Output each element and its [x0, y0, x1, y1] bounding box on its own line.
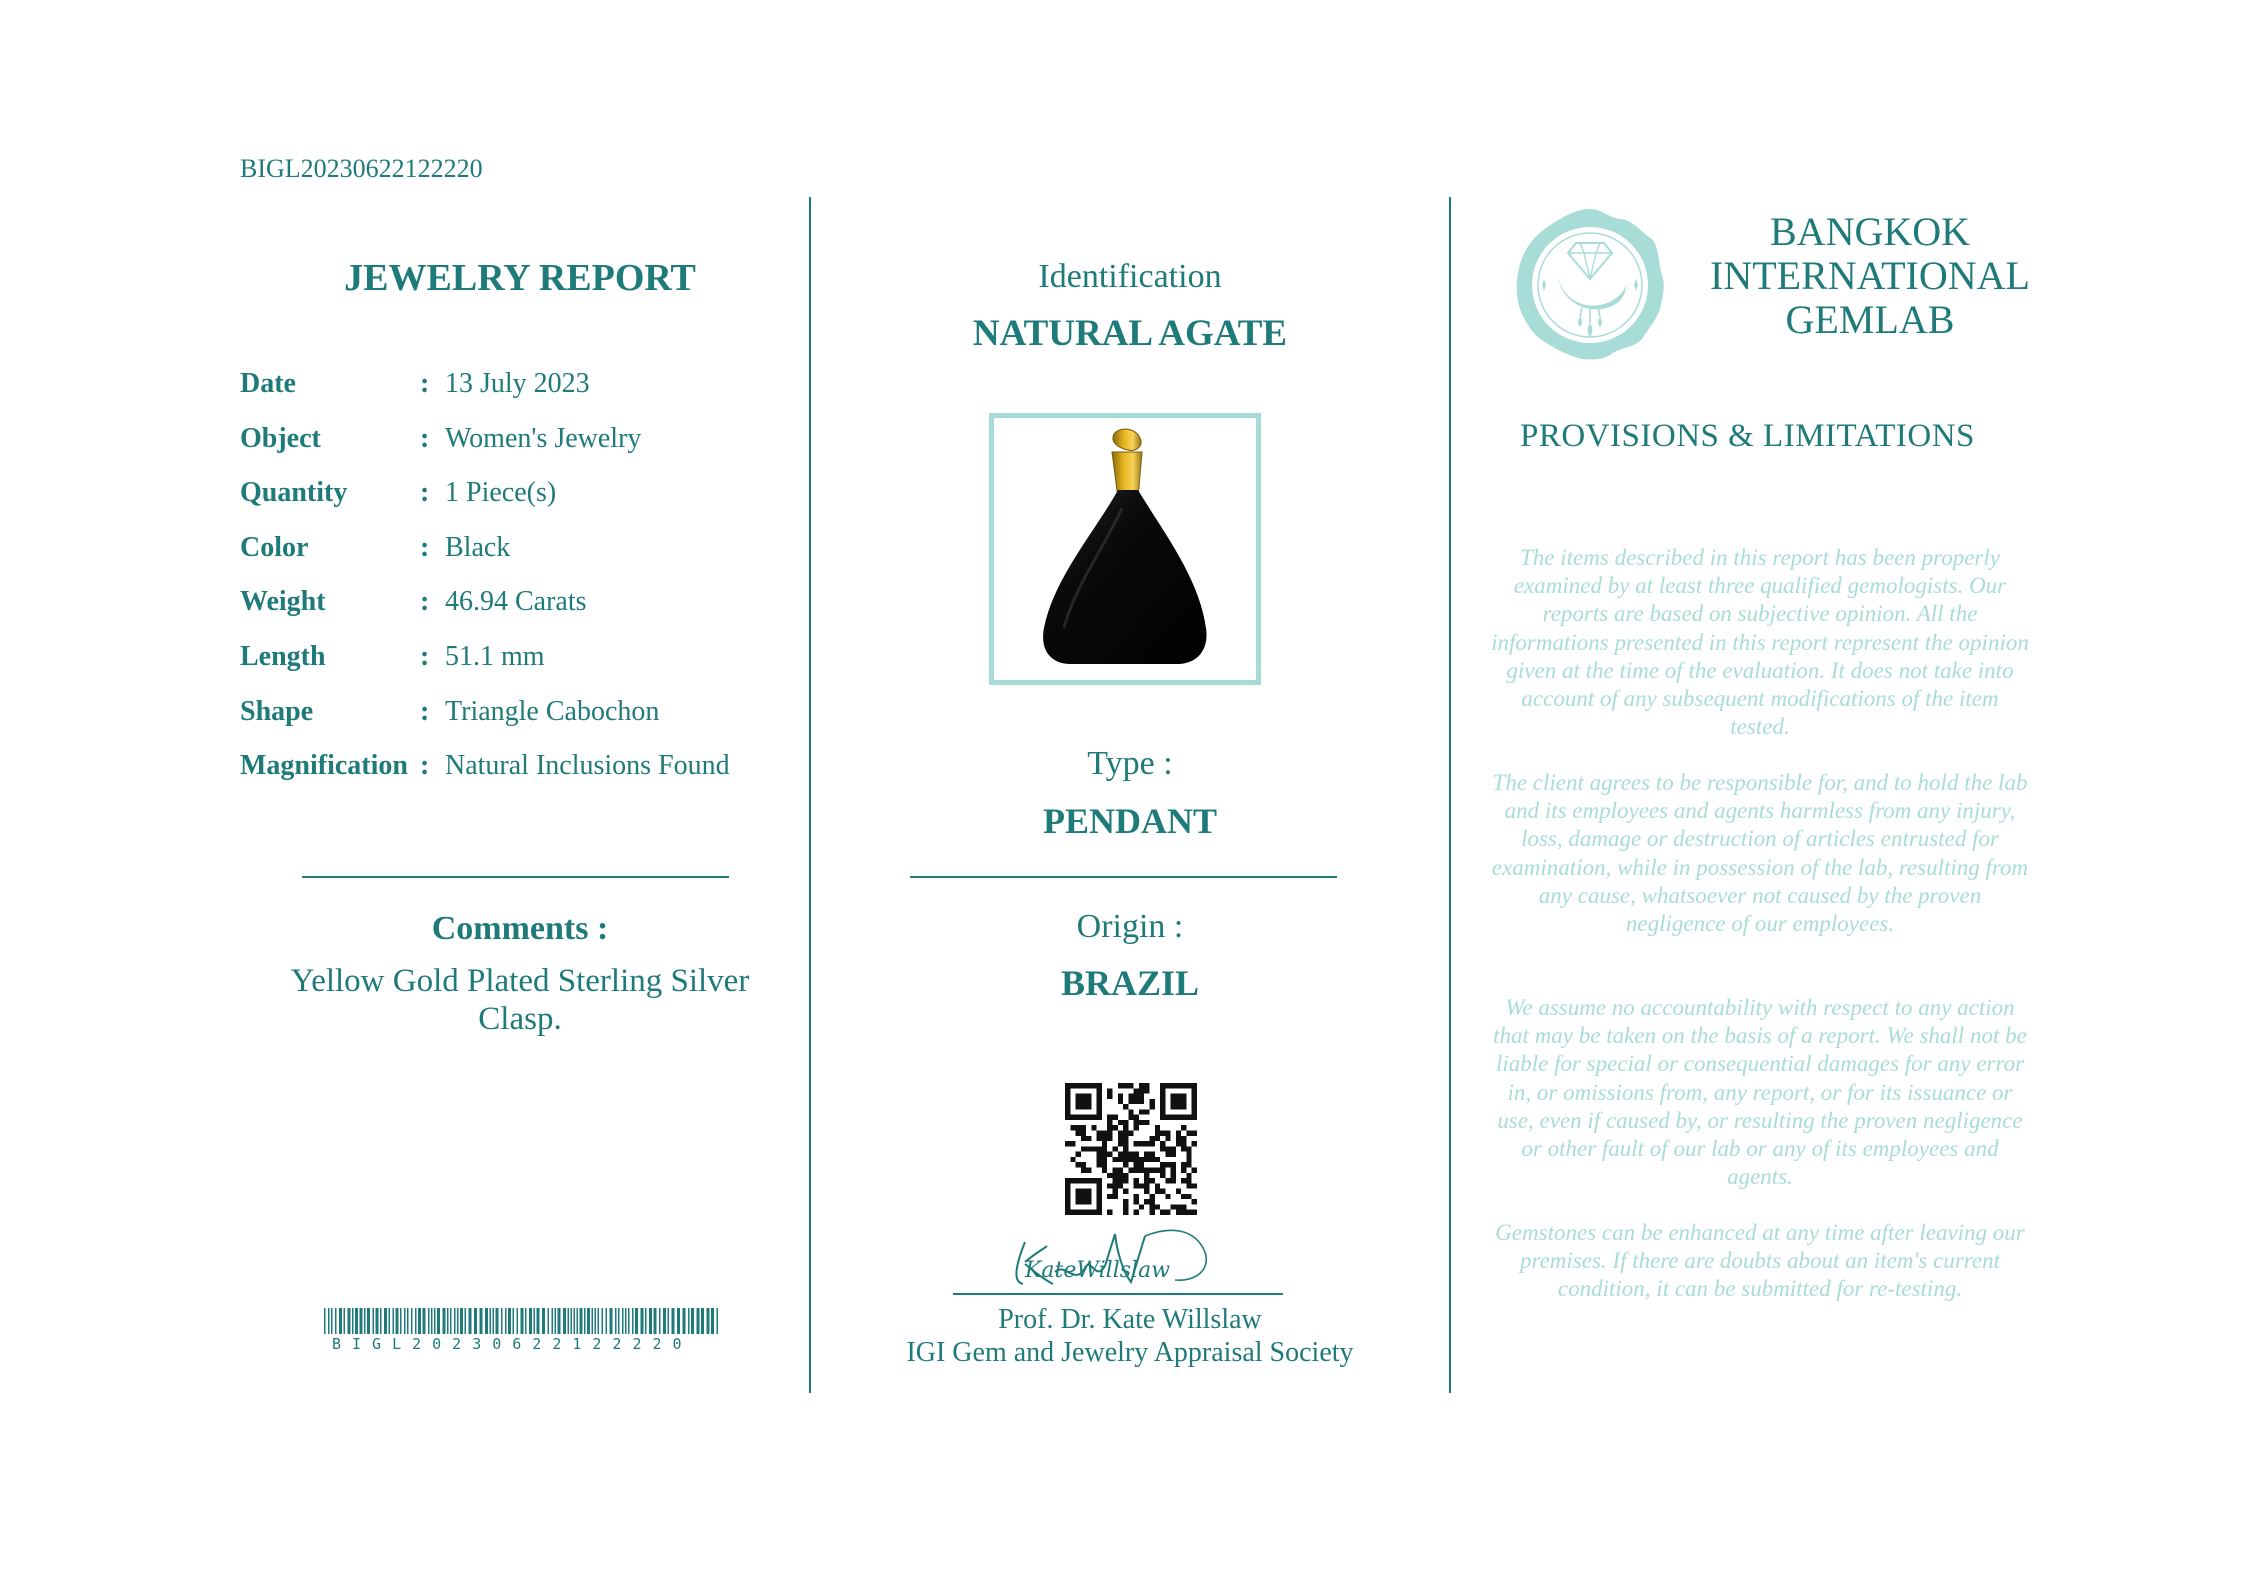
provisions-paragraph-3: We assume no accountability with respect to any action that may be taken on the basis of a report. We shall not be liable for special or consequential damages for any error in, or omissions from, any report, or for its issuance or use, even if caused by, or resulting the proven negligence or other fault of our lab or any of its employees and agents.: [1493, 995, 2027, 1190]
barcode: [324, 1308, 719, 1358]
lab-name: [1700, 210, 2040, 342]
field-row-weight: [240, 586, 820, 641]
field-value: 51.1 mm: [445, 640, 545, 672]
field-row-color: [240, 532, 820, 587]
field-separator: :: [420, 750, 430, 782]
origin-value: BRAZIL: [1060, 963, 1200, 1003]
field-value: 1 Piece(s): [445, 477, 557, 509]
middle-divider: [910, 876, 1337, 878]
field-row-date: [240, 368, 820, 423]
provisions-paragraph-1: The items described in this report has been properly examined by at least three qualified gemologists. Our reports are based on subjective opinion. All the informations presented in this report represent the opinion given at the time of the evaluation. It does not take into account of any subsequent modifications of the item tested.: [1491, 545, 2029, 740]
panel-divider-left: [809, 197, 811, 1393]
field-separator: :: [420, 695, 430, 727]
field-value: 46.94 Carats: [445, 586, 587, 618]
field-label: Length: [240, 640, 326, 672]
field-label: Color: [240, 531, 309, 563]
qr-code[interactable]: [1065, 1083, 1197, 1215]
field-value: Women's Jewelry: [445, 422, 642, 454]
field-label: Shape: [240, 695, 314, 727]
field-row-object: [240, 423, 820, 478]
provisions-paragraph-4: Gemstones can be enhanced at any time after leaving our premises. If there are doubts about an item's current condition, it can be submitted for re-testing.: [1495, 1220, 2025, 1302]
identification-label: Identification: [1038, 258, 1222, 295]
field-separator: :: [420, 640, 430, 672]
signature: [955, 1222, 1285, 1302]
signature-line: [953, 1293, 1283, 1295]
lab-name-line-1: BANGKOK: [1770, 209, 1970, 254]
field-label: Quantity: [240, 477, 348, 509]
field-separator: :: [420, 422, 430, 454]
comments-label: Comments :: [431, 910, 609, 947]
field-separator: :: [420, 368, 430, 399]
field-row-length: [240, 641, 820, 696]
field-value: Triangle Cabochon: [445, 695, 660, 727]
gem-photo: [989, 413, 1261, 685]
identification-value: NATURAL AGATE: [972, 313, 1288, 354]
report-title: JEWELRY REPORT: [344, 257, 696, 299]
left-divider: [302, 876, 729, 878]
barcode-bars: [324, 1308, 719, 1334]
pendant-illustration: [994, 418, 1256, 680]
field-label: Weight: [240, 586, 326, 618]
report-fields: [240, 368, 820, 805]
signer-name: Prof. Dr. Kate Willslaw: [998, 1304, 1262, 1335]
field-row-shape: [240, 696, 820, 751]
lab-name-line-3: GEMLAB: [1785, 297, 1955, 342]
field-row-quantity: [240, 477, 820, 532]
field-value: Black: [445, 531, 511, 563]
gem-seal-icon: [1510, 205, 1670, 365]
type-label: Type :: [1087, 745, 1173, 782]
signature-text: KateWillslaw: [1025, 1258, 1171, 1283]
provisions-title: PROVISIONS & LIMITATIONS: [1520, 418, 1975, 454]
comments-text: Yellow Gold Plated Sterling Silver Clasp.: [290, 963, 750, 1037]
field-label: Date: [240, 368, 296, 399]
field-label: Magnification: [240, 750, 408, 782]
report-serial-number: BIGL20230622122220: [240, 154, 483, 183]
lab-name-line-2: INTERNATIONAL: [1710, 253, 2030, 298]
origin-label: Origin :: [1076, 908, 1184, 945]
field-row-magnification: [240, 750, 820, 805]
signer-organization: IGI Gem and Jewelry Appraisal Society: [906, 1337, 1354, 1368]
field-label: Object: [240, 422, 321, 454]
panel-divider-right: [1449, 197, 1451, 1393]
field-value: Natural Inclusions Found: [445, 750, 730, 782]
lab-seal-logo: [1510, 205, 1670, 365]
type-value: PENDANT: [1042, 801, 1217, 841]
field-separator: :: [420, 477, 430, 509]
field-separator: :: [420, 531, 430, 563]
barcode-text: BIGL20230622122220: [332, 1335, 693, 1353]
qr-code-pattern: [1065, 1083, 1197, 1215]
provisions-paragraph-2: The client agrees to be responsible for, and to hold the lab and its employees and agents harmless from any injury, loss, damage or destruction of articles entrusted for examination, while in possession of the lab, resulting from any cause, whatsoever not caused by the proven negligence of our employees.: [1491, 770, 2029, 937]
field-separator: :: [420, 586, 430, 618]
field-value: 13 July 2023: [445, 368, 590, 399]
